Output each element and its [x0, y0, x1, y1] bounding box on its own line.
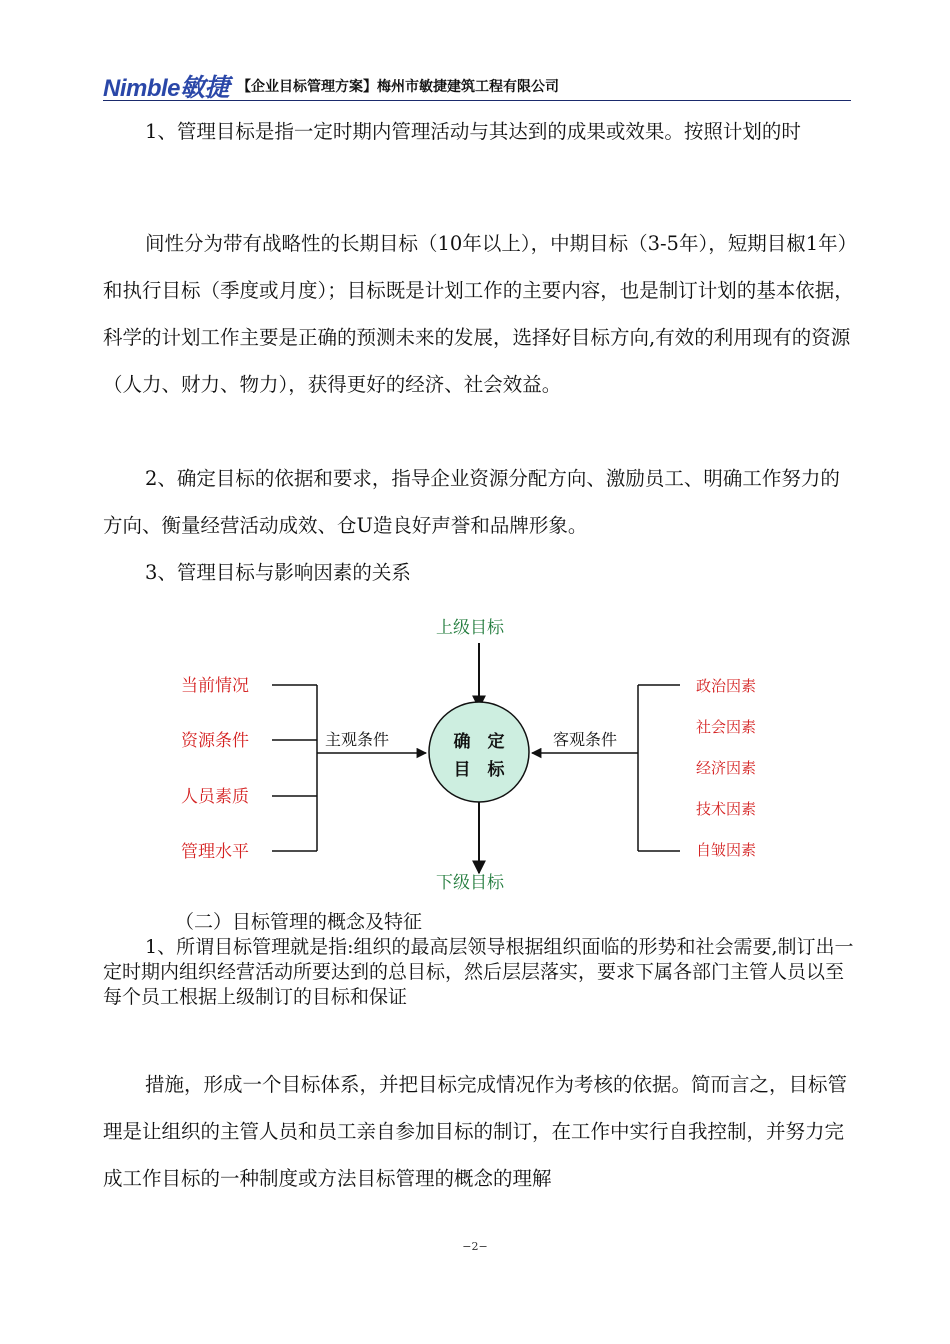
page-header — [103, 66, 851, 101]
paragraph-1: 1、管理目标是指一定时期内管理活动与其达到的成果或效果。按照计划的时 — [145, 120, 801, 143]
right-item-1: 政治因素 — [695, 677, 757, 695]
header-title: 【企业目标管理方案】梅州市敏捷建筑工程有限公司 — [237, 79, 559, 95]
logo-cn: 敏捷 — [180, 74, 230, 102]
paragraph-6: 措施，形成一个目标体系，并把目标完成情况作为考核的依据。简而言之，目标管理是让组织的主管人员和员工亲自参加目标的制订，在工作中实行自我控制，并努力完成工作目标的一种制度或方法目标管理的概念的理解 — [103, 1073, 848, 1190]
center-circle — [429, 702, 529, 802]
paragraph-5: 1、所谓目标管理就是指:组织的最高层领导根据组织面临的形势和社会需要,制订出一定时期内组织经营活动所要达到的总目标，然后层层落实，要求下属各部门主管人员以至每个员工根据上级制订的目标和保证 — [103, 936, 854, 1008]
paragraph-2: 间性分为带有战略性的长期目标（10年以上），中期目标（3-5年），短期目椒1年）和执行目标（季度或月度）；目标既是计划工作的主要内容，也是制订计划的基本依据，科学的计划工作主要是正确的预测未来的发展，选择好目标方向,有效的利用现有的资源（人力、财力、物力），获得更好的经济、社会效益。 — [103, 232, 854, 396]
left-item-3: 人员素质 — [181, 787, 249, 807]
left-group-label: 主观条件 — [324, 730, 390, 749]
section-heading: （二）目标管理的概念及特征 — [175, 911, 423, 933]
paragraph-4: 3、管理目标与影响因素的关系 — [145, 561, 411, 584]
right-item-5: 自皱因素 — [695, 841, 757, 859]
right-item-3: 经济因素 — [695, 759, 757, 777]
target-factors-diagram — [160, 605, 800, 900]
logo-latin: Nimble — [103, 75, 181, 102]
paragraph-3: 2、确定目标的依据和要求，指导企业资源分配方向、激励员工、明确工作努力的方向、衡量经营活动成效、仓U造良好声誉和品牌形象。 — [103, 467, 840, 537]
left-item-1: 当前情况 — [181, 676, 249, 696]
right-item-2: 社会因素 — [695, 718, 757, 736]
bottom-label: 下级目标 — [436, 873, 504, 893]
center-line-1: 确 定 — [453, 732, 505, 752]
center-line-2: 目 标 — [453, 760, 505, 780]
top-label: 上级目标 — [436, 618, 504, 638]
right-group-label: 客观条件 — [552, 730, 618, 749]
page-number: −2− — [462, 1240, 488, 1253]
nimble-logo — [103, 68, 229, 104]
left-item-4: 管理水平 — [181, 842, 249, 862]
left-item-2: 资源条件 — [181, 731, 249, 751]
right-item-4: 技术因素 — [695, 800, 757, 818]
